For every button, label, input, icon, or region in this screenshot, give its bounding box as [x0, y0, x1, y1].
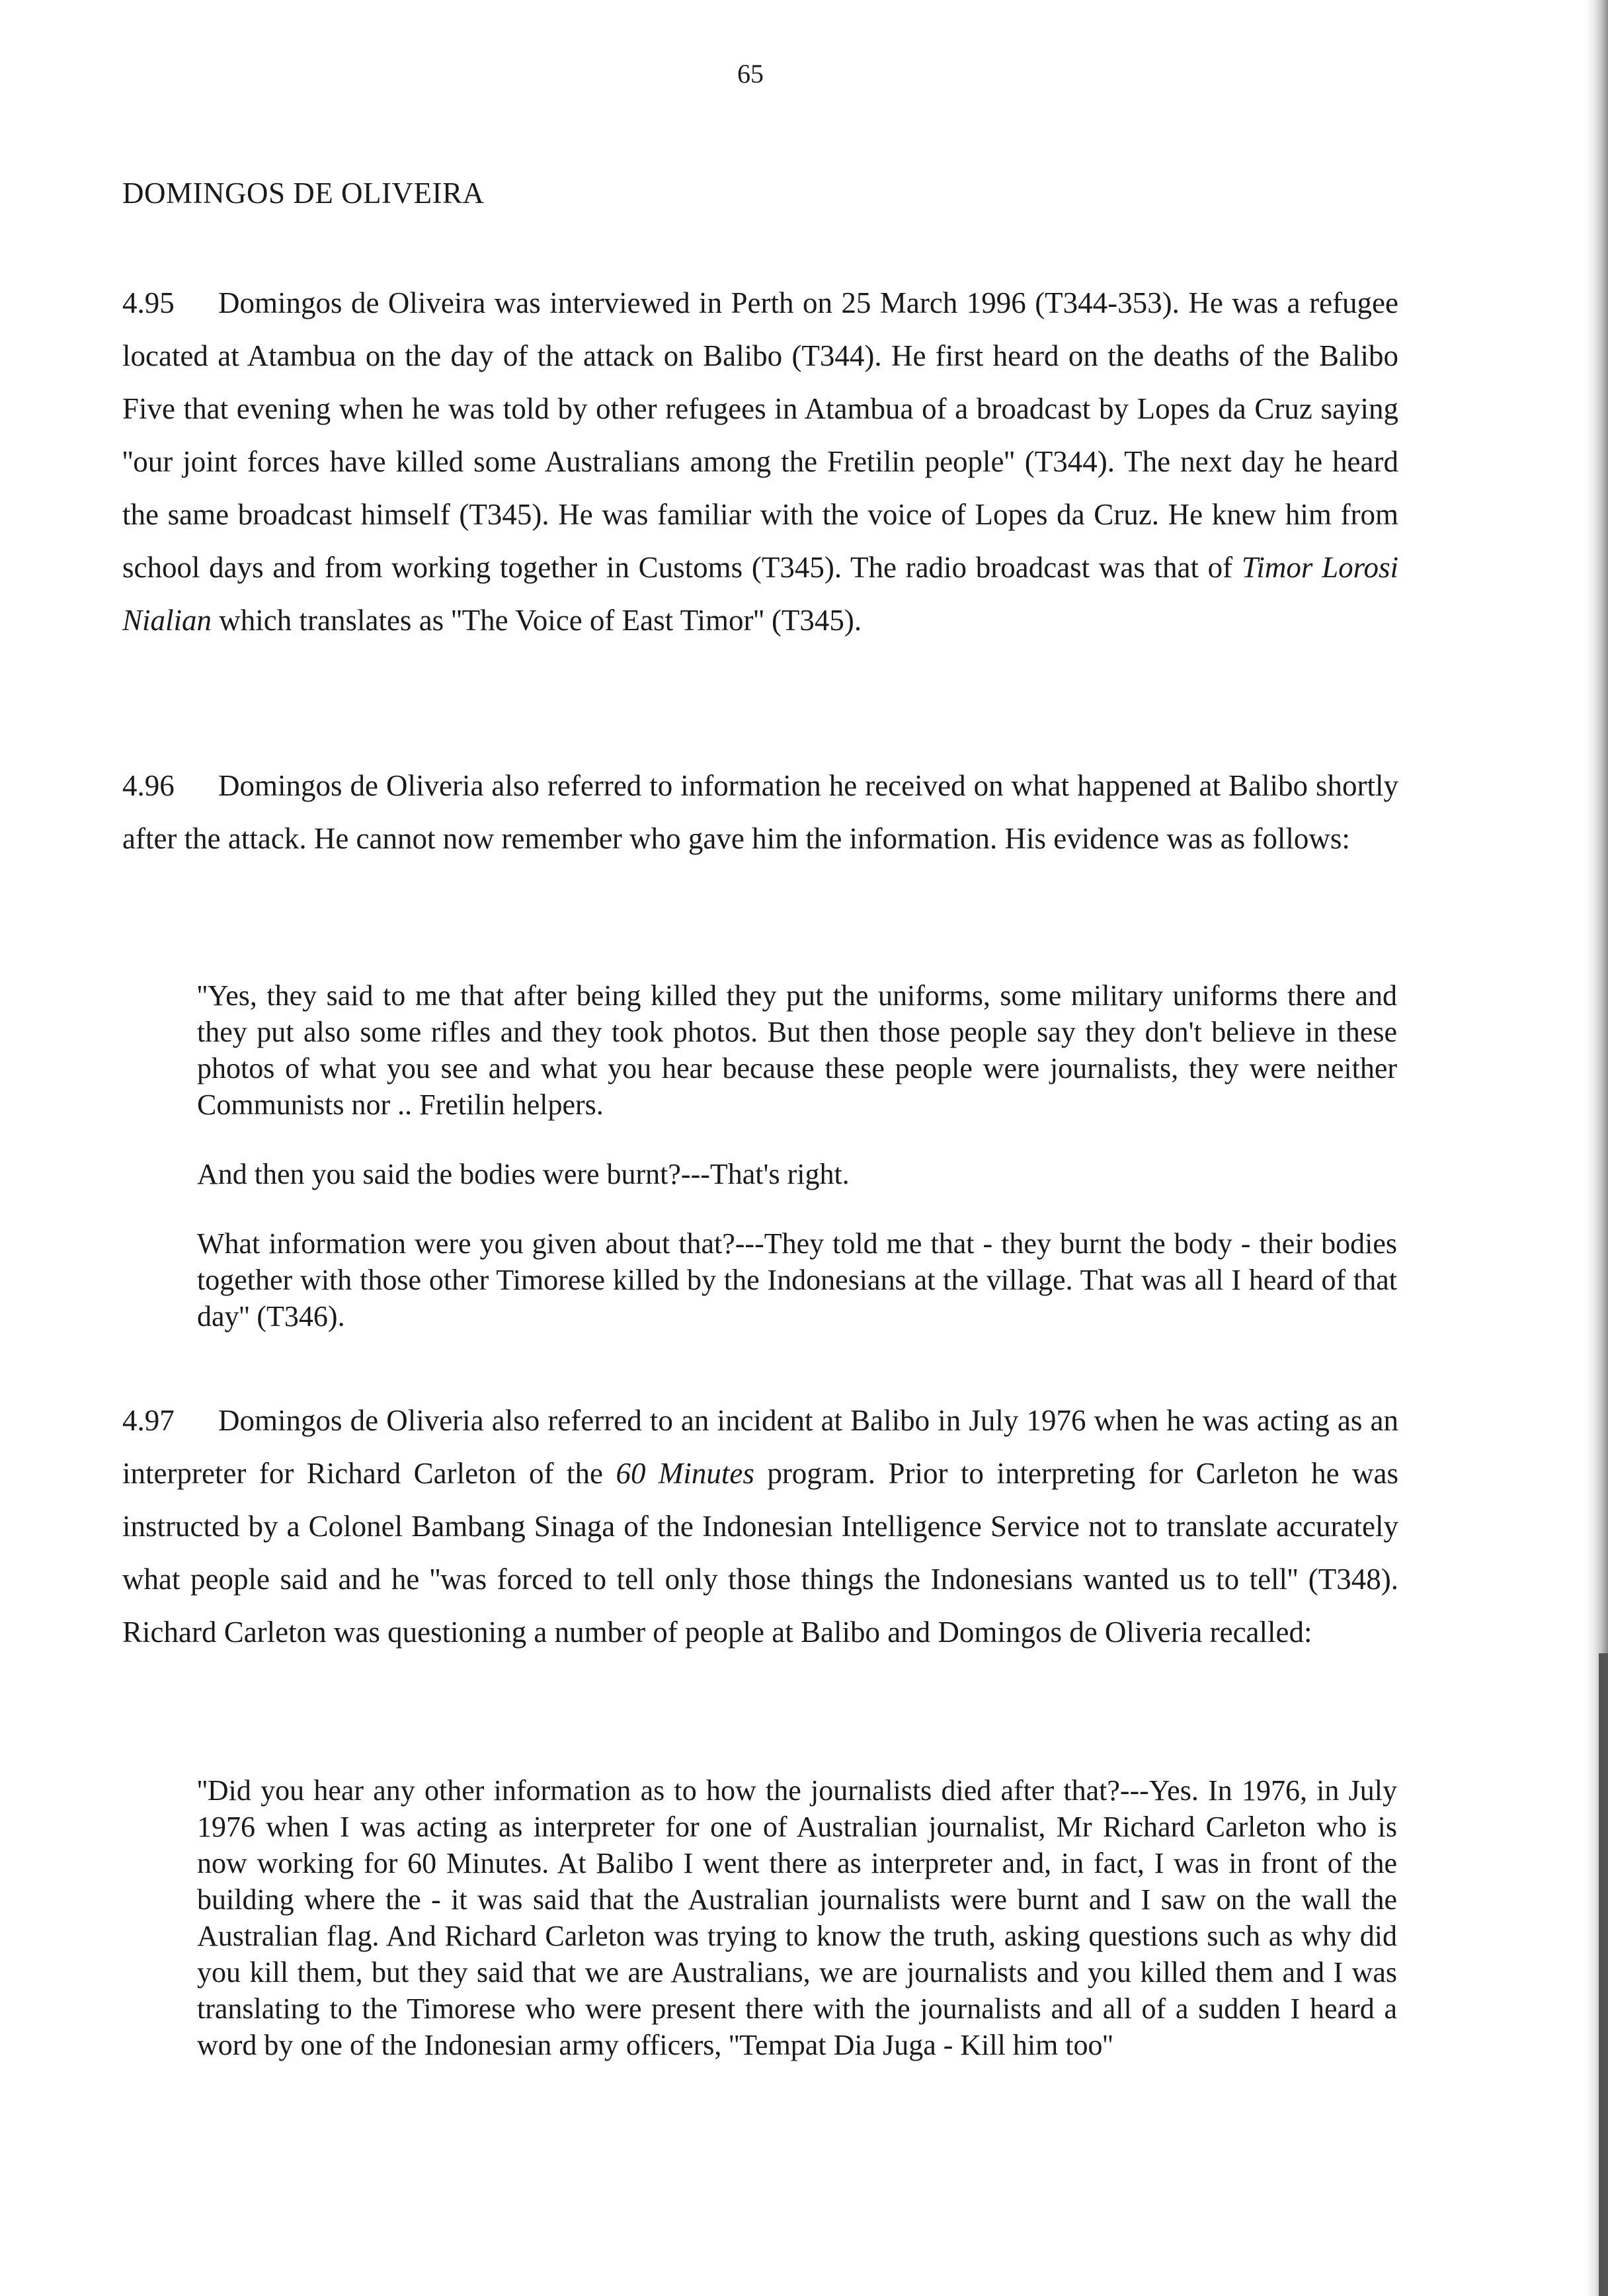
quote-paragraph: What information were you given about that?---They told me that - they burnt the body - their bodies together with those other Timorese killed by the Indonesians at the village. That was all I heard of that day'' (T346). [197, 1227, 1397, 1332]
quote-paragraph: And then you said the bodies were burnt?---That's right. [197, 1158, 850, 1190]
paragraph-italic-text: 60 Minutes [616, 1457, 754, 1490]
block-quote-2 [197, 1772, 1397, 2063]
block-quote-1 [197, 977, 1397, 1334]
paragraph-text: Domingos de Oliveira was interviewed in Perth on 25 March 1996 (T344-353). He was a refugee located at Atambua on the day of the attack on Balibo (T344). He first heard on the deaths of the Balibo Five that evening when he was told by other refugees in Atambua of a broadcast by Lopes da Cruz saying ''our joint forces have killed some Australians among the Fretilin people'' (T344). The next day he heard the same broadcast himself (T345). He was familiar with the voice of Lopes da Cruz. He knew him from school days and from working together in Customs (T345). The radio broadcast was that of [122, 286, 1398, 584]
paragraph-number: 4.97 [122, 1404, 175, 1437]
paragraph-4-96 [122, 759, 1398, 865]
paragraph-text-after: program. Prior to interpreting for Carleton he was instructed by a Colonel Bambang Sinaga of the Indonesian Intelligence Service not to translate accurately what people said and he ''was forced to tell only those things the Indonesians wanted us to tell'' (T348). Richard Carleton was questioning a number of people at Balibo and Domingos de Oliveria recalled: [122, 1457, 1398, 1649]
paragraph-text: Domingos de Oliveria also referred to an incident at Balibo in July 1976 when he was acting as an interpreter for Richard Carleton of the [122, 1404, 1398, 1490]
paragraph-4-95 [122, 276, 1398, 647]
paragraph-text-after: which translates as ''The Voice of East Timor'' (T345). [212, 604, 862, 637]
paragraph-italic-text: Timor Lorosi Nialian [122, 551, 1398, 637]
quote-paragraph: ''Yes, they said to me that after being killed they put the uniforms, some military uniforms there and they put also some rifles and they took photos. But then those people say they don't believe in these photos of what you see and what you hear because these people were journalists, they were neither Communists nor .. Fretilin helpers. [197, 979, 1397, 1121]
section-heading: DOMINGOS DE OLIVEIRA [122, 177, 485, 210]
paragraph-4-97 [122, 1394, 1398, 1659]
paragraph-number: 4.95 [122, 286, 175, 319]
quote-paragraph: ''Did you hear any other information as to how the journalists died after that?---Yes. In 1976, in July 1976 when I was acting as interpreter for one of Australian journalist, Mr Richard Carleton who is now working for 60 Minutes. At Balibo I went there as interpreter and, in fact, I was in front of the building where the - it was said that the Australian journalists were burnt and I saw on the wall the Australian flag. And Richard Carleton was trying to know the truth, asking questions such as why did you kill them, but they said that we are Australians, we are journalists and you killed them and I was translating to the Timorese who were present there with the journalists and all of a sudden I heard a word by one of the Indonesian army officers, ''Tempat Dia Juga - Kill him too'' [197, 1774, 1397, 2061]
page-number: 65 [737, 59, 764, 89]
paragraph-text: Domingos de Oliveria also referred to information he received on what happened at Balibo shortly after the attack. He cannot now remember who gave him the information. His evidence was as follows: [122, 769, 1398, 855]
scan-edge-dark-strip [1599, 1653, 1608, 2296]
paragraph-number: 4.96 [122, 769, 175, 802]
